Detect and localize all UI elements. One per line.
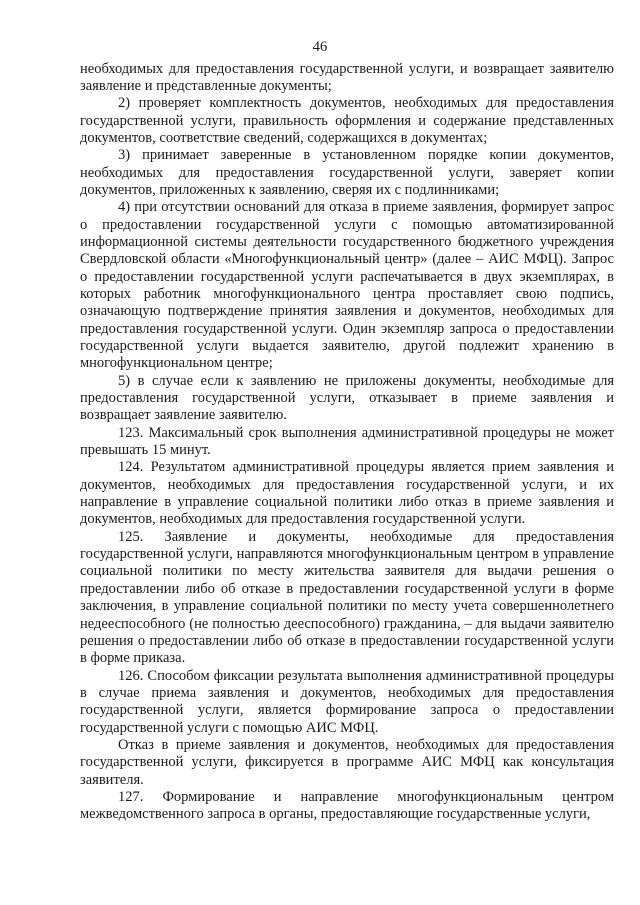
paragraph-clause-126: 126. Способом фиксации результата выполнения административной процедуры в случае приема заявления и документов, необходимых для предоставления государственной услуги, является формирование запроса о предоставлении государственной услуги с помощью АИС МФЦ.	[80, 667, 614, 736]
paragraph-item-3: 3) принимает заверенные в установленном порядке копии документов, необходимых для предоставления государственной услуги, заверяет копии документов, приложенных к заявлению, сверяя их с подлинниками;	[80, 147, 614, 198]
paragraph-refusal-note: Отказ в приеме заявления и документов, необходимых для предоставления государственной услуги, фиксируется в программе АИС МФЦ как консультация заявителя.	[80, 736, 614, 788]
paragraph-item-2: 2) проверяет комплектность документов, необходимых для предоставления государственной услуги, правильность оформления и содержание представленных документов, соответствие сведений, содержащихся в документах;	[80, 95, 614, 146]
page-number: 46	[312, 39, 328, 55]
document-body	[80, 61, 614, 824]
paragraph-continuation: необходимых для предоставления государственной услуги, и возвращает заявителю заявление и представленные документы;	[80, 60, 614, 94]
paragraph-clause-123: 123. Максимальный срок выполнения административной процедуры не может превышать 15 минут.	[80, 424, 614, 459]
paragraph-clause-124: 124. Результатом административной процедуры является прием заявления и документов, необходимых для предоставления государственной услуги, и их направление в управление социальной политики либо отказ в приеме заявления и документов, необходимых для предоставления государственной услуги.	[80, 459, 614, 528]
paragraph-clause-125: 125. Заявление и документы, необходимые для предоставления государственной услуги, направляются многофункциональным центром в управление социальной политики по месту жительства заявителя для выдачи решения о предоставлении либо об отказе в предоставлении государственной услуги в форме заключения, в управление социальной политики по месту учета совершеннолетнего недееспособного (не полностью дееспособного) гражданина, – для выдачи заявителю решения о предоставлении либо об отказе в предоставлении государственной услуги в форме приказа.	[80, 528, 614, 667]
paragraph-item-4: 4) при отсутствии оснований для отказа в приеме заявления, формирует запрос о предоставлении государственной услуги с помощью автоматизированной информационной системы деятельности государственного бюджетного учреждения Свердловской области «Многофункциональный центр» (далее – АИС МФЦ). Запрос о предоставлении государственной услуги распечатывается в двух экземплярах, в которых работник многофункционального центра проставляет свою подпись, означающую подтверждение принятия заявления и документов, необходимых для предоставления государственной услуги. Один экземпляр запроса о предоставлении государственной услуги выдается заявителю, другой подлежит хранению в многофункциональном центре;	[80, 199, 614, 372]
paragraph-clause-127: 127. Формирование и направление многофункциональным центром межведомственного запроса в органы, предоставляющие государственные услуги,	[80, 788, 614, 823]
paragraph-item-5: 5) в случае если к заявлению не приложены документы, необходимые для предоставления государственной услуги, отказывает в приеме заявления и возвращает заявление заявителю.	[80, 372, 614, 424]
